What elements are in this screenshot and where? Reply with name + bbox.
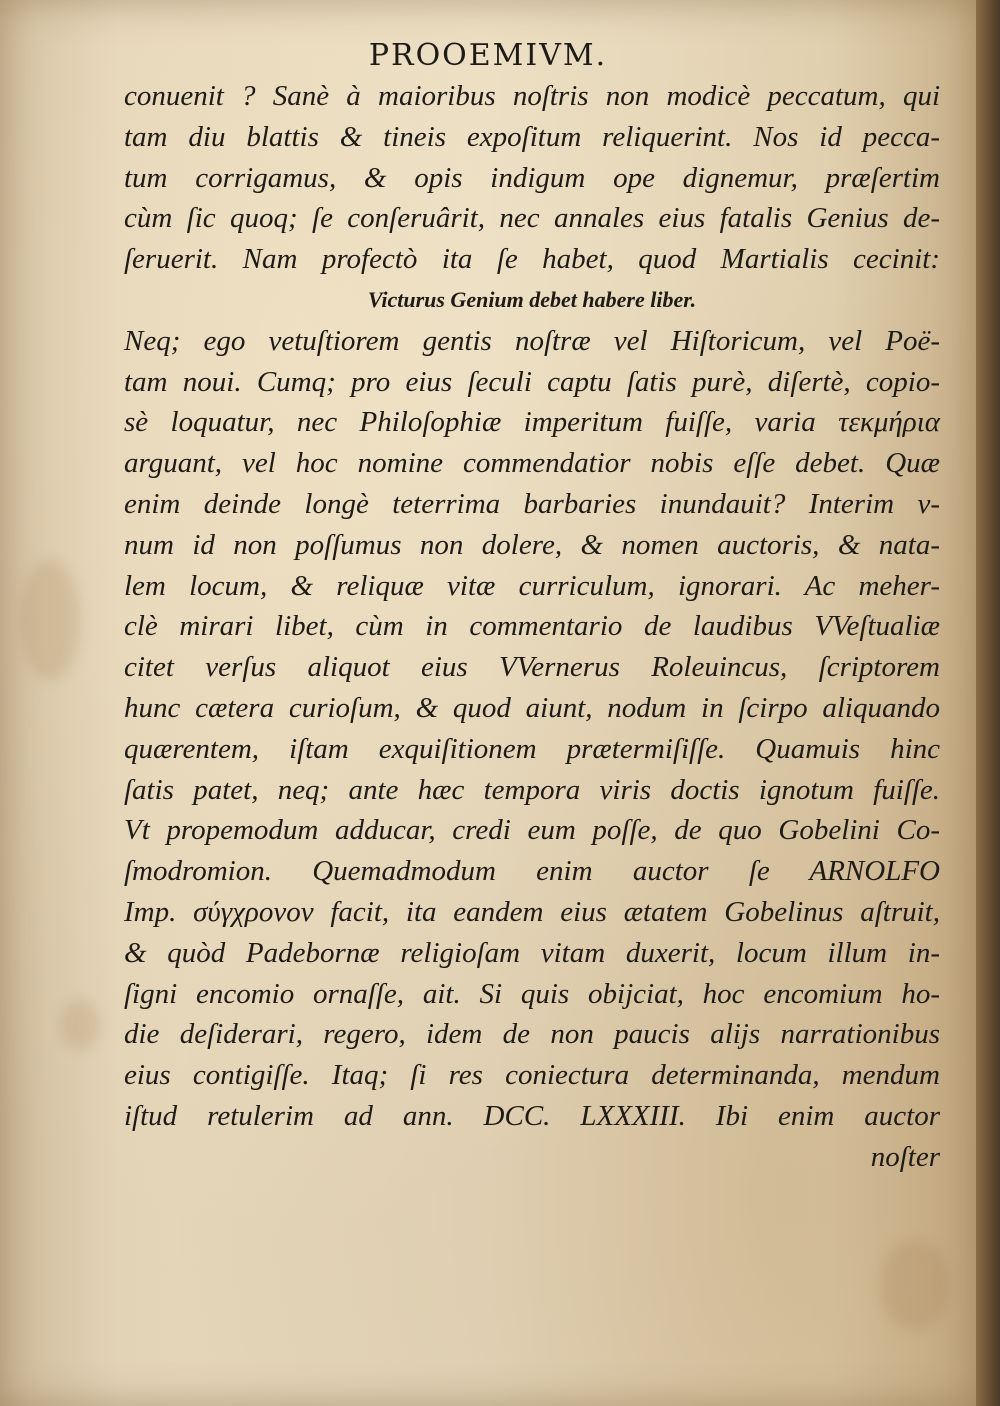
text-line: sè loquatur, nec Philoſophiæ imperitum fuiſſe, varia τεκμήρια: [124, 406, 940, 439]
body-text: [124, 76, 940, 1178]
text-line: tam diu blattis & tineis expoſitum reliquerint. Nos id pecca-: [124, 120, 940, 153]
text-line: eius contigiſſe. Itaq; ſi res coniectura determinanda, mendum: [124, 1059, 940, 1092]
text-line: enim deinde longè teterrima barbaries inundauit? Interim v-: [124, 487, 940, 520]
text-line: lem locum, & reliquæ vitæ curriculum, ignorari. Ac meher-: [124, 569, 940, 602]
paper-stain: [20, 560, 80, 680]
text-line: & quòd Padebornæ religioſam vitam duxerit, locum illum in-: [124, 936, 940, 969]
text-line: cùm ſic quoq; ſe conſeruârit, nec annales eius fatalis Genius de-: [124, 202, 940, 235]
text-line: citet verſus aliquot eius VVernerus Roleuincus, ſcriptorem: [124, 651, 940, 684]
text-line: conuenit ? Sanè à maioribus noſtris non modicè peccatum, qui: [124, 80, 940, 112]
running-head: PROOEMIVM.: [368, 38, 608, 73]
paper-stain: [880, 1240, 950, 1330]
text-line: tam noui. Cumq; pro eius ſeculi captu ſatis purè, diſertè, copio-: [124, 365, 940, 398]
text-line: ſmodromion. Quemadmodum enim auctor ſe ARNOLFO: [124, 855, 940, 888]
text-line: Neq; ego vetuſtiorem gentis noſtræ vel Hiſtoricum, vel Poë-: [124, 324, 940, 357]
catchword: noſter: [870, 1140, 940, 1173]
text-line: arguant, vel hoc nomine commendatior nobis eſſe debet. Quæ: [124, 447, 940, 480]
verse-quotation: Victurus Genium debet habere liber.: [367, 286, 697, 312]
text-line: tum corrigamus, & opis indigum ope dignemur, præſertim: [124, 161, 940, 194]
text-line: clè mirari libet, cùm in commentario de laudibus VVeſtualiæ: [124, 610, 940, 643]
text-line: ſatis patet, neq; ante hæc tempora viris doctis ignotum fuiſſe.: [124, 773, 940, 806]
text-line: iſtud retulerim ad ann. DCC. LXXXIII. Ibi enim auctor: [124, 1099, 940, 1132]
text-line: ſigni encomio ornaſſe, ait. Si quis obijciat, hoc encomium ho-: [124, 977, 940, 1010]
text-line: num id non poſſumus non dolere, & nomen auctoris, & nata-: [124, 528, 940, 561]
text-line: quærentem, iſtam exquiſitionem prætermiſiſſe. Quamuis hinc: [124, 732, 940, 765]
text-line: hunc cætera curioſum, & quod aiunt, nodum in ſcirpo aliquando: [124, 691, 940, 724]
text-line: die deſiderari, regero, idem de non paucis alijs narrationibus: [124, 1018, 940, 1051]
text-line: Imp. σύγχρονον facit, ita eandem eius ætatem Gobelinus aſtruit,: [124, 895, 940, 928]
paper-stain: [60, 1000, 100, 1050]
page-edge: [976, 0, 1000, 1406]
text-line: Vt propemodum adducar, credi eum poſſe, de quo Gobelini Co-: [124, 814, 940, 847]
text-line: ſeruerit. Nam profectò ita ſe habet, quod Martialis cecinit:: [124, 243, 940, 276]
